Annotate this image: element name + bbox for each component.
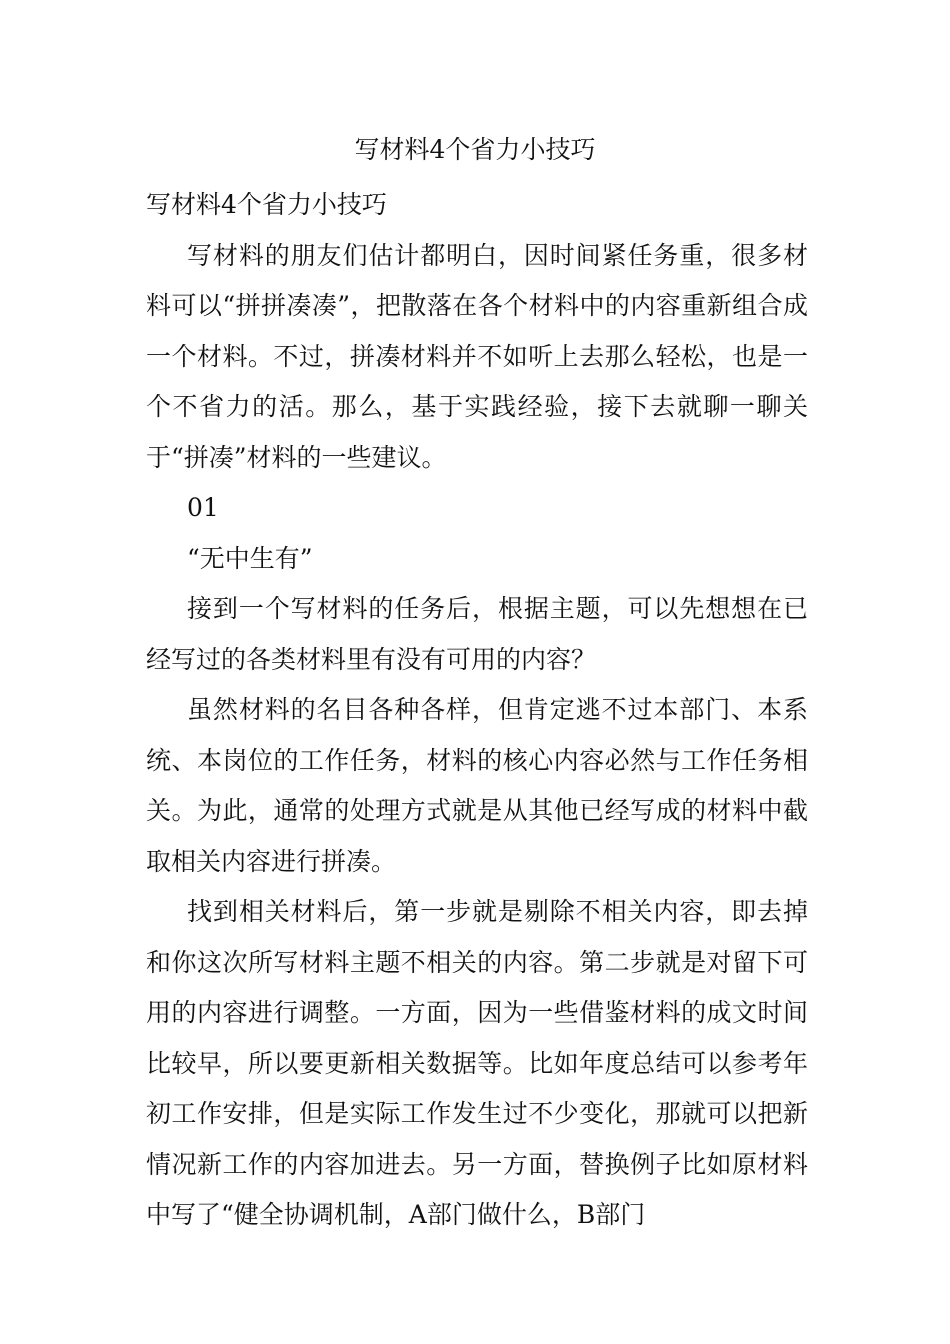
paragraph-task: 接到一个写材料的任务后，根据主题，可以先想想在已经写过的各类材料里有没有可用的内容？ <box>146 594 808 674</box>
paragraph-steps: 找到相关材料后，第一步就是剔除不相关内容，即去掉和你这次所写材料主题不相关的内容。第二步就是对留下可用的内容进行调整。一方面，因为一些借鉴材料的成文时间比较早，所以要更新相关数据等。比如年度总结可以参考年初工作安排，但是实际工作发生过不少变化，那就可以把新情况新工作的内容加进去。另一方面，替换例子比如原材料中写了“健全协调机制，A部门做什么，B部门 <box>146 897 808 1229</box>
paragraph-intro: 写材料的朋友们估计都明白，因时间紧任务重，很多材料可以“拼拼凑凑”，把散落在各个材料中的内容重新组合成一个材料。不过，拼凑材料并不如听上去那么轻松，也是一个不省力的活。那么，基于实践经验，接下去就聊一聊关于“拼凑”材料的一些建议。 <box>146 240 808 472</box>
document-subtitle: 写材料4个省力小技巧 <box>146 190 387 219</box>
section-number: 01 <box>187 493 219 522</box>
section-heading: “无中生有” <box>187 543 313 573</box>
paragraph-core-content: 虽然材料的名目各种各样，但肯定逃不过本部门、本系统、本岗位的工作任务，材料的核心内容必然与工作任务相关。为此，通常的处理方式就是从其他已经写成的材料中截取相关内容进行拼凑。 <box>146 695 808 876</box>
document-title: 写材料4个省力小技巧 <box>354 135 596 164</box>
document-body <box>146 180 808 1241</box>
